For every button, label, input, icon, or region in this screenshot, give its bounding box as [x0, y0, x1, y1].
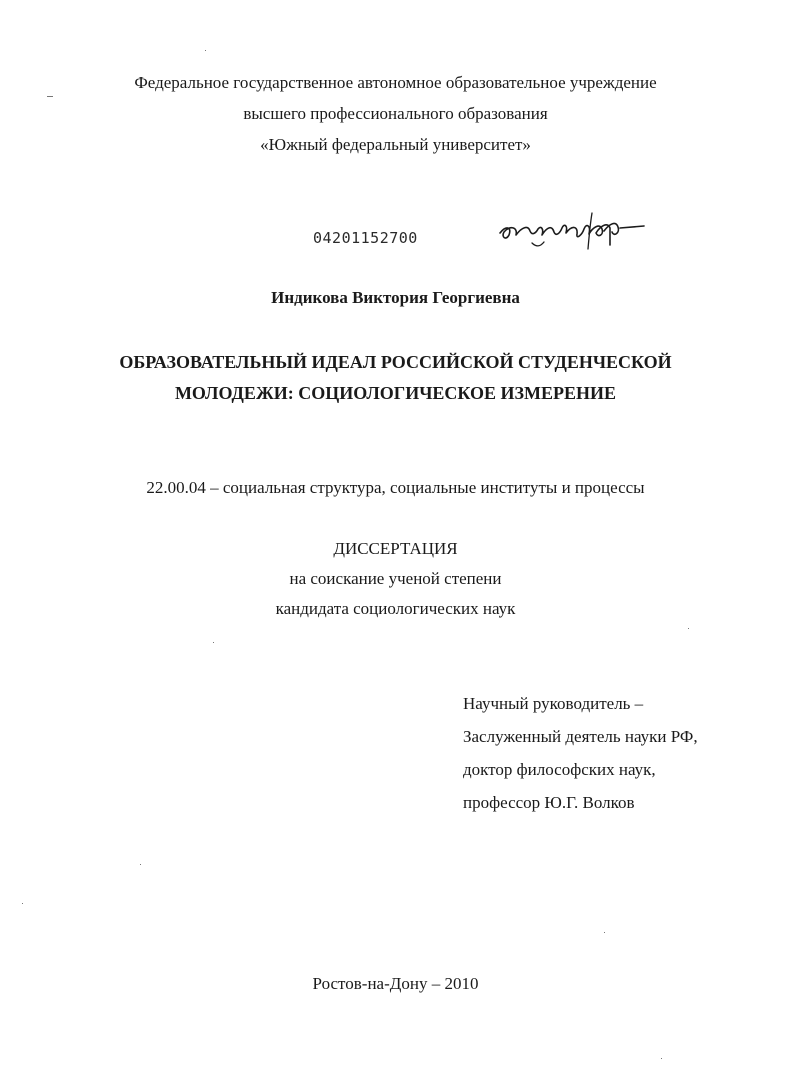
scan-speck	[47, 96, 53, 97]
scan-speck	[213, 642, 214, 643]
degree-line-1: на соискание ученой степени	[289, 569, 502, 588]
registration-number: 04201152700	[313, 229, 418, 247]
dissertation-title-line-2: МОЛОДЕЖИ: СОЦИОЛОГИЧЕСКОЕ ИЗМЕРЕНИЕ	[174, 383, 617, 403]
supervisor-line-1: Научный руководитель –	[463, 694, 644, 713]
institution-line-3: «Южный федеральный университет»	[260, 135, 531, 154]
scan-speck	[604, 932, 605, 933]
handwritten-signature	[492, 205, 647, 260]
specialty-code: 22.00.04 – социальная структура, социальные институты и процессы	[146, 478, 645, 497]
supervisor-line-3: доктор философских наук,	[463, 760, 656, 779]
scan-speck	[688, 628, 689, 629]
institution-line-1: Федеральное государственное автономное образовательное учреждение	[134, 73, 657, 92]
scan-speck	[205, 50, 206, 51]
scan-speck	[22, 903, 23, 904]
degree-line-2: кандидата социологических наук	[275, 599, 516, 618]
dissertation-title-line-1: ОБРАЗОВАТЕЛЬНЫЙ ИДЕАЛ РОССИЙСКОЙ СТУДЕНЧЕСКОЙ	[119, 352, 672, 372]
institution-line-2: высшего профессионального образования	[243, 104, 548, 123]
place-and-year: Ростов-на-Дону – 2010	[312, 974, 479, 993]
supervisor-line-2: Заслуженный деятель науки РФ,	[463, 727, 698, 746]
author-name: Индикова Виктория Георгиевна	[271, 288, 520, 307]
document-type-heading: ДИССЕРТАЦИЯ	[333, 539, 458, 558]
supervisor-line-4: профессор Ю.Г. Волков	[463, 793, 635, 812]
scan-speck	[140, 864, 141, 865]
scan-speck	[661, 1058, 662, 1059]
